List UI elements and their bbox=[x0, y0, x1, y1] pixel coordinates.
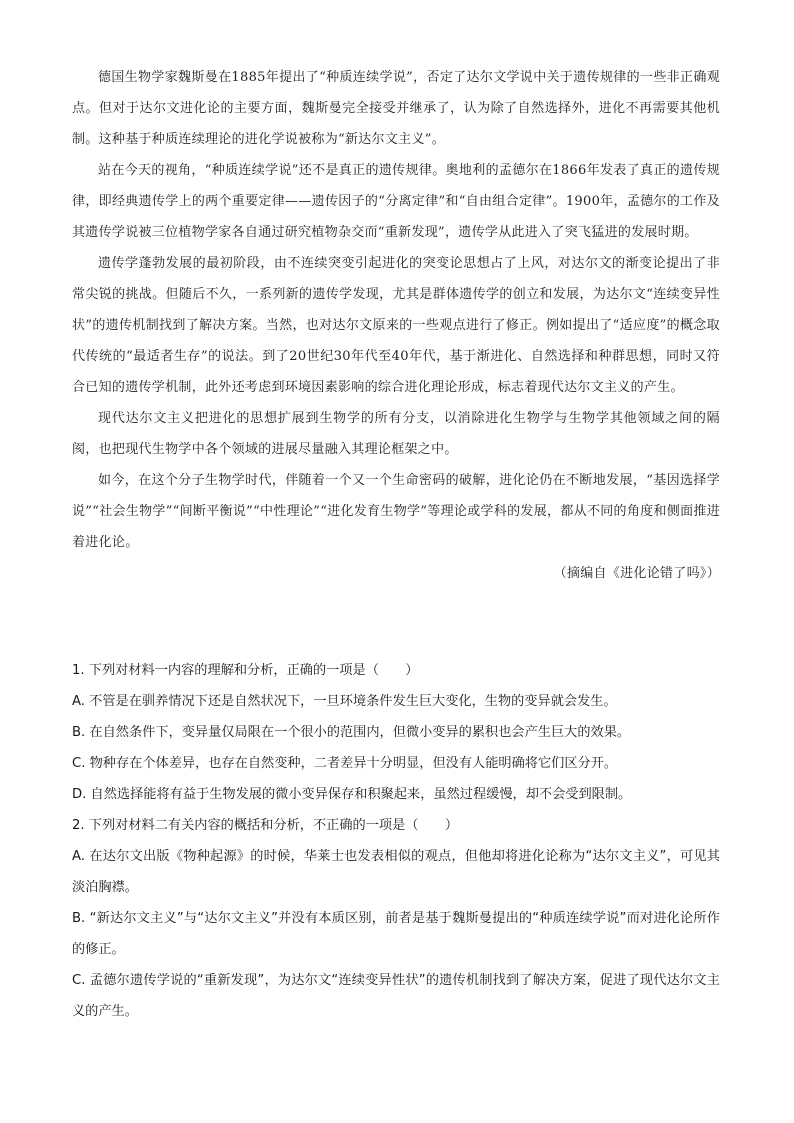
reading-passage bbox=[72, 62, 720, 589]
passage-paragraph-2: 站在今天的视角，“种质连续学说”还不是真正的遗传规律。奥地利的孟德尔在1866年发表了真正的遗传规律，即经典遗传学上的两个重要定律——遗传因子的“分离定律”和“自由组合定律”。1900年，孟德尔的工作及其遗传学说被三位植物学家各自通过研究植物杂交而“重新发现”，遗传学从此进入了突飞猛进的发展时期。 bbox=[72, 163, 720, 240]
passage-paragraph-3: 遗传学蓬勃发展的最初阶段，由不连续突变引起进化的突变论思想占了上风，对达尔文的渐变论提出了非常尖锐的挑战。但随后不久，一系列新的遗传学发现，尤其是群体遗传学的创立和发展，为达尔文“连续变异性状”的遗传机制找到了解决方案。当然，也对达尔文原来的一些观点进行了修正。例如提出了“适应度”的概念取代传统的“最适者生存”的说法。到了20世纪30年代至40年代，基于渐进化、自然选择和种群思想，同时又符合已知的遗传学机制，此外还考虑到环境因素影响的综合进化理论形成，标志着现代达尔文主义的产生。 bbox=[72, 256, 720, 395]
question-2-stem: 2. 下列对材料二有关内容的概括和分析，不正确的一项是（ ） bbox=[72, 818, 459, 833]
question-2-option-c: C. 孟德尔遗传学说的“重新发现”，为达尔文“连续变异性状”的遗传机制找到了解决方案，促进了现代达尔文主义的产生。 bbox=[72, 973, 720, 1019]
questions-section bbox=[72, 655, 720, 1027]
passage-paragraph-4: 现代达尔文主义把进化的思想扩展到生物学的所有分支，以消除进化生物学与生物学其他领域之间的隔阂，也把现代生物学中各个领域的进展尽量融入其理论框架之中。 bbox=[72, 411, 720, 457]
question-2-option-a: A. 在达尔文出版《物种起源》的时候，华莱士也发表相似的观点，但他却将进化论称为“达尔文主义”，可见其淡泊胸襟。 bbox=[72, 849, 720, 895]
question-1-option-c: C. 物种存在个体差异，也存在自然变种，二者差异十分明显，但没有人能明确将它们区分开。 bbox=[72, 756, 618, 771]
passage-paragraph-5: 如今，在这个分子生物学时代，伴随着一个又一个生命密码的破解，进化论仍在不断地发展，“基因选择学说”“社会生物学”“间断平衡说”“中性理论”“进化发育生物学”等理论或学科的发展，都从不同的角度和侧面推进着进化论。 bbox=[72, 473, 720, 550]
question-1-stem: 1. 下列对材料一内容的理解和分析，正确的一项是（ ） bbox=[72, 663, 419, 678]
passage-paragraph-1: 德国生物学家魏斯曼在1885年提出了“种质连续学说”，否定了达尔文学说中关于遗传规律的一些非正确观点。但对于达尔文进化论的主要方面，魏斯曼完全接受并继承了，认为除了自然选择外，进化不再需要其他机制。这种基于种质连续理论的进化学说被称为“新达尔文主义”。 bbox=[72, 70, 720, 147]
passage-source: （摘编自《进化论错了吗》） bbox=[553, 566, 720, 581]
question-2-option-b: B. “新达尔文主义”与“达尔文主义”并没有本质区别，前者是基于魏斯曼提出的“种质连续学说”而对进化论所作的修正。 bbox=[72, 911, 720, 957]
question-1-option-d: D. 自然选择能将有益于生物发展的微小变异保存和积聚起来，虽然过程缓慢，却不会受到限制。 bbox=[72, 787, 632, 802]
question-1-option-b: B. 在自然条件下，变异量仅局限在一个很小的范围内，但微小变异的累积也会产生巨大的效果。 bbox=[72, 725, 631, 740]
question-1-option-a: A. 不管是在驯养情况下还是自然状况下，一旦环境条件发生巨大变化，生物的变异就会发生。 bbox=[72, 694, 617, 709]
